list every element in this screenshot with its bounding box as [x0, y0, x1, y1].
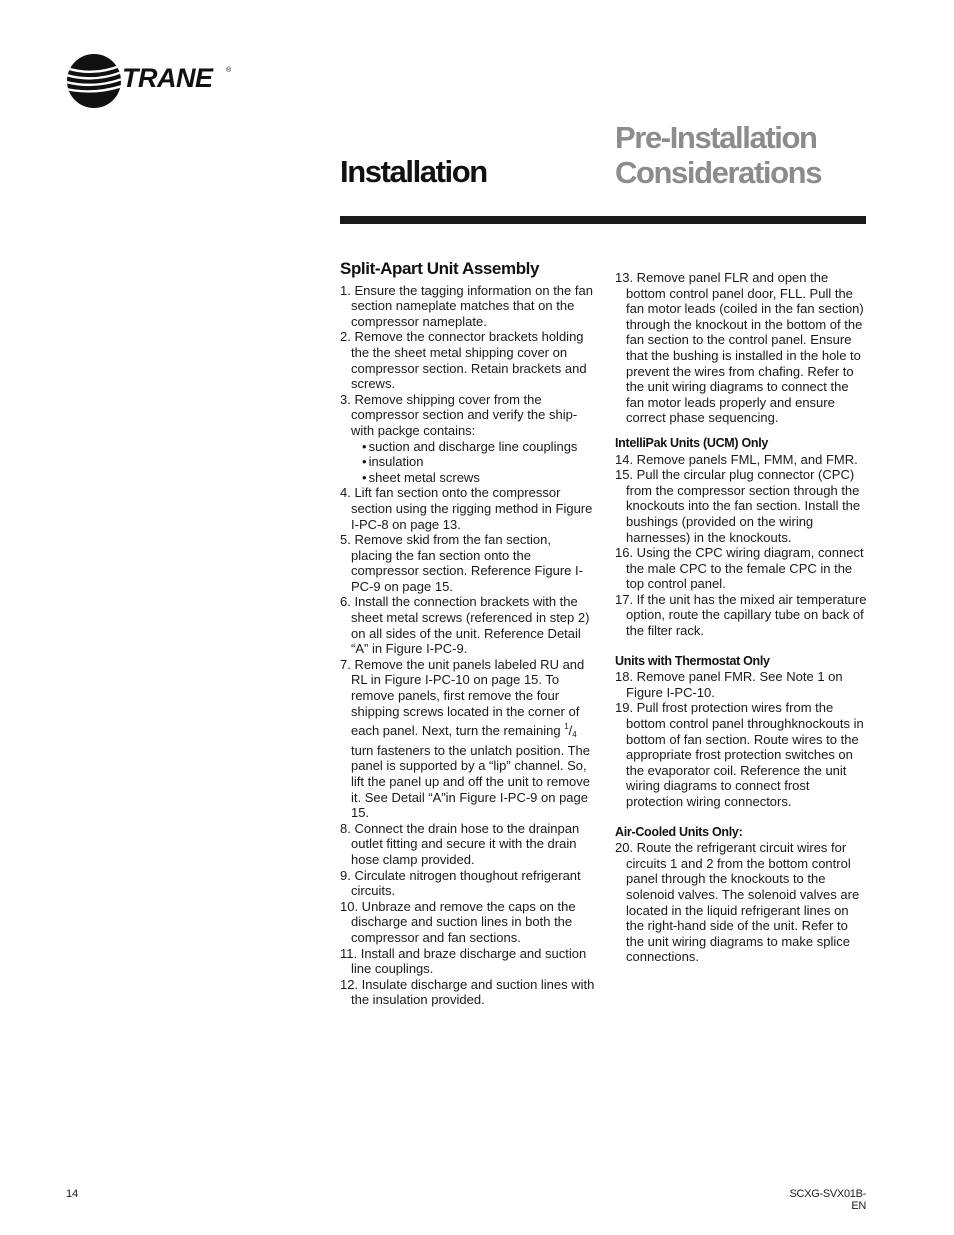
thermostat-heading: Units with Thermostat Only [615, 653, 770, 668]
page-number: 14 [66, 1188, 79, 1200]
step-15: 15. Pull the circular plug connector (CPC) from the compressor section through the knockouts into the fan section. Install the bushings (provided on the wiring harnesses) in the knockouts. [615, 467, 861, 545]
step-10: 10. Unbraze and remove the caps on the discharge and suction lines in both the compressor and fan sections. [340, 898, 576, 945]
step-4: 4. Lift fan section onto the compressor section using the rigging method in Figure I-PC-8 on page 13. [340, 485, 593, 532]
step-11: 11. Install and braze discharge and suction line couplings. [340, 945, 587, 977]
step-17: 17. If the unit has the mixed air temperature option, route the capillary tube on back of the filter rack. [615, 591, 867, 639]
registered-mark: ® [226, 67, 232, 74]
step-7-text-a: 7. Remove the unit panels labeled RU and RL in Figure I-PC-10 on page 15. To remove panels, first remove the four shipping screws located in the corner of each panel. Next, turn the remaining [340, 656, 585, 739]
step-8: 8. Connect the drain hose to the drainpan outlet fitting and secure it with the drain hose clamp provided. [340, 820, 580, 867]
subtitle-line-2: Considerations [615, 155, 822, 190]
step-1: 1. Ensure the tagging information on the fan section nameplate matches that on the compressor nameplate. [340, 282, 593, 329]
logo-wordmark: TRANE [122, 63, 213, 93]
fraction-denominator: 4 [572, 730, 577, 740]
header-rule [340, 216, 866, 224]
step-7: 7. Remove the unit panels labeled RU and RL in Figure I-PC-10 on page 15. To remove panels, first remove the four shipping screws located in the corner of each panel. Next, turn the remaining $^1/_4$ turn fasteners to the unlatch position. The panel is supported by a “lip” channel. So, lift the panel up and off the unit to remove it. See Detail “A”in Figure I-PC-9 on page 15. [340, 656, 590, 821]
step-6: 6. Install the connection brackets with the sheet metal screws (referenced in step 2) on all sides of the unit. Reference Detail “A” in Figure I-PC-9. [340, 594, 590, 657]
steps-list-right-a [615, 270, 867, 426]
step-13: 13. Remove panel FLR and open the bottom control panel door, FLL. Pull the fan motor leads (coiled in the fan section) through the knockout in the bottom of the fan section to the control panel. Ensure that the bushing is installed in the hole to prevent the wires from chafing. Refer to the unit wiring diagrams to connect the fan motor leads properly and ensure correct phase sequencing. [615, 270, 864, 426]
step-16: 16. Using the CPC wiring diagram, connect the male CPC to the female CPC in the top control panel. [615, 545, 864, 592]
step-14: 14. Remove panels FML, FMM, and FMR. [615, 451, 858, 467]
trane-logo-mark-icon [66, 53, 122, 109]
step-3-text: 3. Remove shipping cover from the compressor section and verify the ship-with packge contains: [340, 391, 578, 438]
step-2: 2. Remove the connector brackets holding the the sheet metal shipping cover on compressor section. Retain brackets and screws. [340, 329, 587, 392]
step-5: 5. Remove skid from the fan section, placing the fan section onto the compressor section. Reference Figure I-PC-9 on page 15. [340, 532, 583, 594]
trane-logo [66, 53, 236, 109]
step-20: 20. Route the refrigerant circuit wires for circuits 1 and 2 from the bottom control panel through the knockouts to the solenoid valves. The solenoid valves are located in the liquid refrigerant lines on the right-hand side of the unit. Refer to the unit wiring diagrams to make splice connections. [615, 840, 860, 965]
document-code: SCXG-SVX01B-EN [789, 1188, 866, 1212]
step-9: 9. Circulate nitrogen thoughout refrigerant circuits. [340, 867, 581, 899]
intellipak-heading: IntelliPak Units (UCM) Only [615, 435, 769, 450]
steps-list-right-c [615, 669, 867, 809]
step-12: 12. Insulate discharge and suction lines with the insulation provided. [340, 976, 595, 1008]
page-title: Installation [340, 154, 487, 189]
section-heading: Split-Apart Unit Assembly [340, 259, 540, 278]
subtitle-line-1: Pre-Installation [615, 120, 817, 155]
steps-list-right-b [615, 452, 867, 639]
bullet-item: • sheet metal screws [362, 470, 595, 486]
air-cooled-heading: Air-Cooled Units Only: [615, 824, 743, 839]
page-subtitle [615, 120, 915, 190]
steps-list-left [340, 283, 595, 1008]
steps-list-right-d [615, 840, 867, 965]
step-7-text-b: turn fasteners to the unlatch position. The panel is supported by a “lip” channel. So, lift the panel up and off the unit to remove it. See Detail “A”in Figure I-PC-9 on page 15. [351, 742, 590, 821]
bullet-item: • insulation [362, 454, 595, 470]
bullet-item: • suction and discharge line couplings [362, 439, 595, 455]
step-3 [340, 392, 595, 486]
step-19: 19. Pull frost protection wires from the bottom control panel throughknockouts in bottom of fan section. Route wires to the appropriate frost protection switches on the evaporator coil. Reference the unit wiring diagrams to connect frost protection wiring connectors. [615, 700, 864, 809]
fraction-numerator: 1 [564, 722, 569, 732]
left-column [340, 261, 595, 1008]
right-column [615, 270, 867, 965]
step-18: 18. Remove panel FMR. See Note 1 on Figure I-PC-10. [615, 669, 843, 700]
ship-with-contents [351, 439, 595, 486]
